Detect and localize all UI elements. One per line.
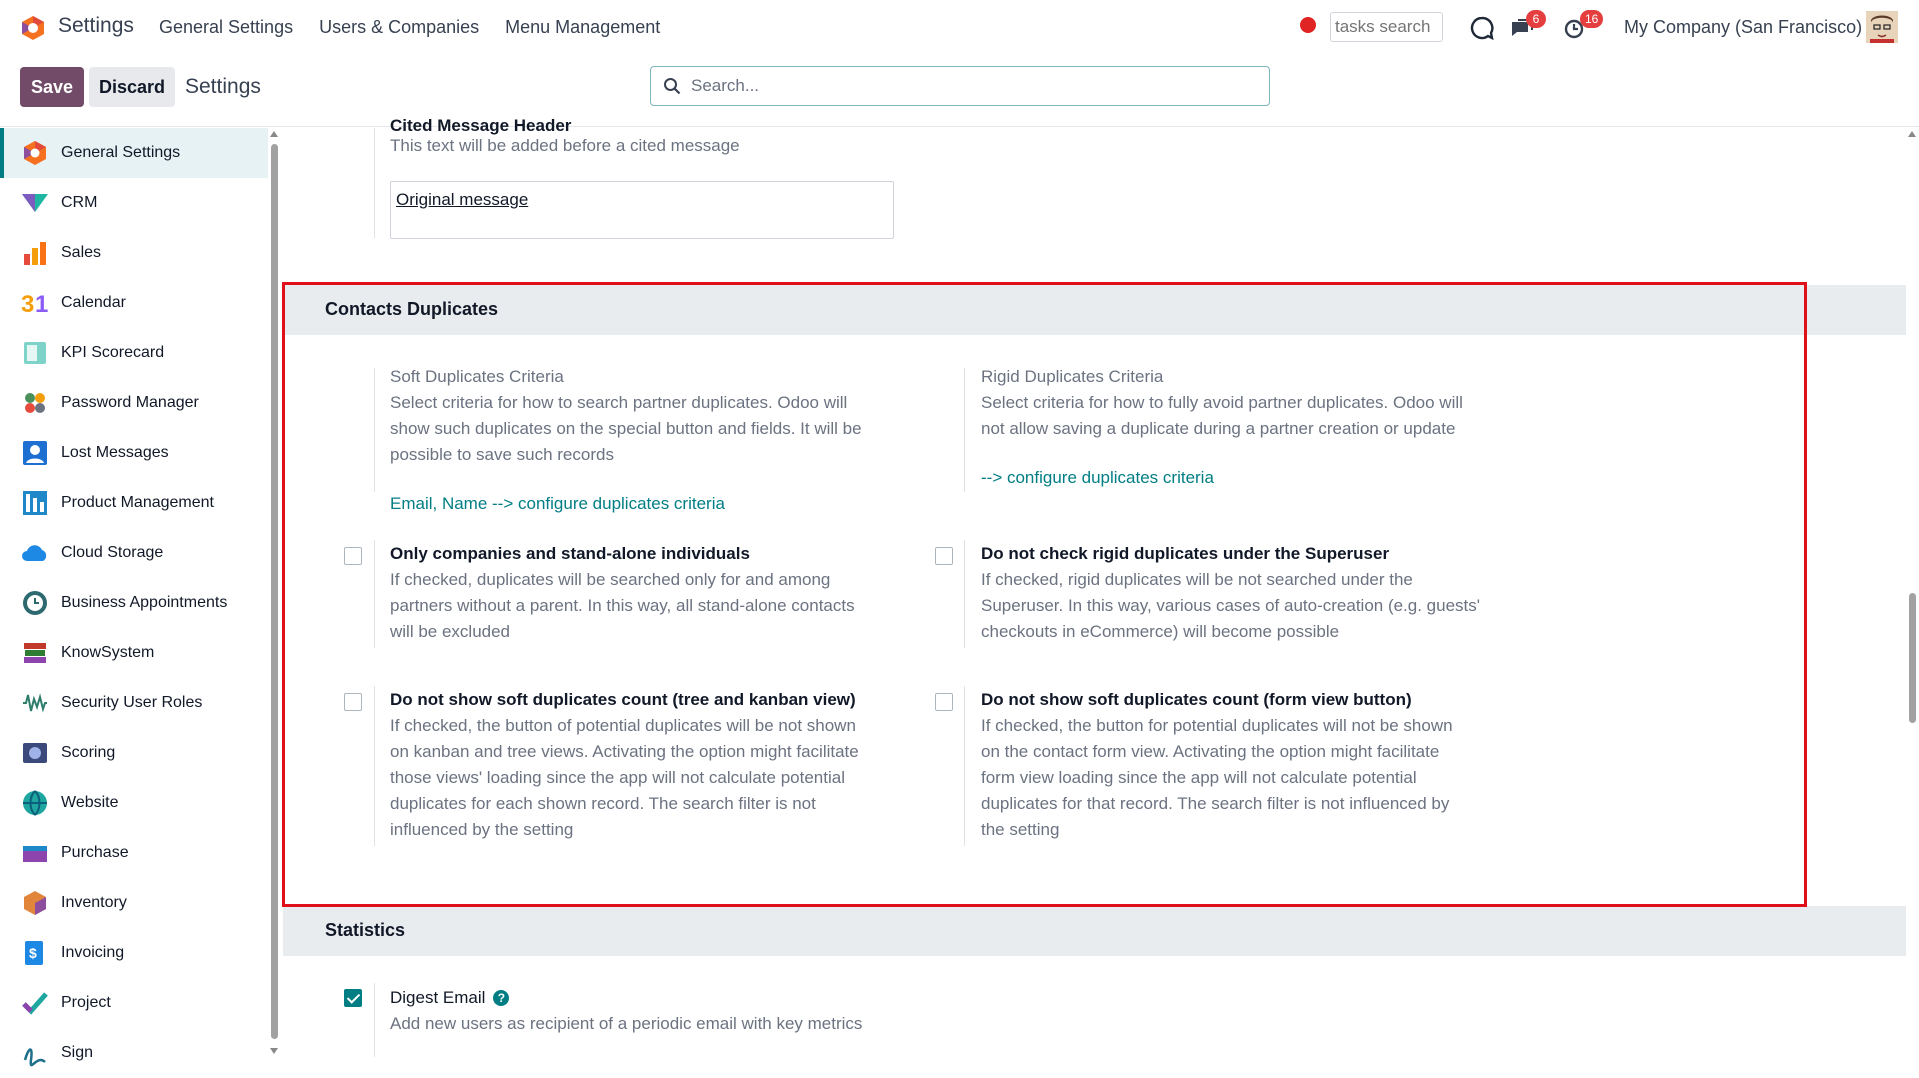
- sidebar-scroll-thumb[interactable]: [271, 144, 278, 1039]
- sidebar-item-label: Scoring: [61, 744, 116, 761]
- tasks-search-input[interactable]: [1330, 12, 1443, 42]
- save-button[interactable]: Save: [20, 67, 84, 107]
- sidebar-item-label: Password Manager: [61, 394, 199, 411]
- hide-count-tree-kanban-desc: influenced by the setting: [390, 820, 574, 839]
- only-companies-desc: partners without a parent. In this way, all stand-alone contacts: [390, 596, 855, 615]
- search-input[interactable]: [691, 73, 1251, 99]
- hide-count-tree-kanban-desc: those views' loading since the app will not calculate potential: [390, 768, 845, 787]
- security-user-roles-icon: [20, 688, 50, 718]
- hide-count-form-view-title: Do not show soft duplicates count (form view button): [981, 690, 1412, 709]
- digest-email-label: Digest Email: [390, 988, 486, 1007]
- calendar-icon: [20, 288, 50, 318]
- help-icon[interactable]: ?: [493, 990, 509, 1006]
- section-header-contacts-duplicates: [283, 285, 1906, 335]
- activities-icon[interactable]: [1562, 12, 1599, 42]
- svg-text:$: $: [29, 945, 37, 961]
- purchase-icon: [20, 838, 50, 868]
- control-panel: [0, 55, 1919, 127]
- sidebar-item-sales[interactable]: [0, 228, 268, 278]
- svg-text:3: 3: [21, 291, 35, 318]
- rigid-criteria-desc: Select criteria for how to fully avoid partner duplicates. Odoo will: [981, 393, 1463, 412]
- sidebar-item-label: KPI Scorecard: [61, 344, 165, 361]
- cited-message-field[interactable]: [390, 181, 894, 239]
- password-manager-icon: [20, 388, 50, 418]
- sidebar-item-scoring[interactable]: [0, 728, 268, 778]
- hide-count-tree-kanban-desc: on kanban and tree views. Activating the option might facilitate: [390, 742, 859, 761]
- sidebar-item-label: Website: [61, 794, 119, 811]
- only-companies-checkbox[interactable]: [344, 547, 362, 565]
- top-menu: [159, 17, 686, 38]
- business-appointments-icon: [20, 588, 50, 618]
- sidebar-item-label: Security User Roles: [61, 694, 203, 711]
- scroll-down-arrow-icon[interactable]: [270, 1048, 278, 1054]
- sidebar-item-label: Lost Messages: [61, 444, 169, 461]
- section-header-statistics: [283, 906, 1906, 956]
- cited-header-description: This text will be added before a cited message: [390, 136, 740, 155]
- svg-text:1: 1: [35, 291, 49, 318]
- sidebar-item-invoicing[interactable]: [0, 928, 268, 978]
- sidebar-item-label: Sales: [61, 244, 102, 261]
- breadcrumb-title: Settings: [185, 75, 261, 98]
- sidebar-item-lost-messages[interactable]: [0, 428, 268, 478]
- divider: [374, 983, 375, 1057]
- inventory-icon: [20, 888, 50, 918]
- sidebar-item-label: Cloud Storage: [61, 544, 164, 561]
- sidebar-item-label: Project: [61, 994, 111, 1011]
- only-companies-title: Only companies and stand-alone individuals: [390, 544, 750, 563]
- divider: [964, 368, 965, 492]
- menu-general-settings[interactable]: General Settings: [159, 17, 294, 37]
- app-title[interactable]: Settings: [58, 14, 134, 37]
- scroll-up-arrow-icon[interactable]: [1908, 131, 1916, 137]
- lost-messages-icon: [20, 438, 50, 468]
- no-superuser-check-title: Do not check rigid duplicates under the Superuser: [981, 544, 1390, 563]
- hide-count-tree-kanban-checkbox[interactable]: [344, 693, 362, 711]
- hide-count-form-view-desc: If checked, the button for potential duplicates will not be shown: [981, 716, 1453, 735]
- sidebar-item-label: Purchase: [61, 844, 129, 861]
- hide-count-form-view-desc: on the contact form view. Activating the option might facilitate: [981, 742, 1440, 761]
- search-icon: [663, 77, 681, 95]
- rigid-criteria-label: Rigid Duplicates Criteria: [981, 367, 1164, 386]
- sidebar-item-crm[interactable]: [0, 178, 268, 228]
- sidebar-item-calendar[interactable]: [0, 278, 268, 328]
- settings-app-icon[interactable]: [19, 14, 47, 42]
- no-superuser-check-checkbox[interactable]: [935, 547, 953, 565]
- soft-criteria-desc: possible to save such records: [390, 445, 614, 464]
- sidebar-item-kpi-scorecard[interactable]: [0, 328, 268, 378]
- messages-badge: 6: [1526, 10, 1546, 28]
- invoicing-icon: [20, 938, 50, 968]
- sidebar-scrollbar[interactable]: [268, 128, 280, 1057]
- record-indicator-icon[interactable]: [1300, 17, 1316, 33]
- divider: [374, 128, 375, 238]
- kpi-scorecard-icon: [20, 338, 50, 368]
- digest-email-desc: Add new users as recipient of a periodic email with key metrics: [390, 1014, 863, 1033]
- user-avatar[interactable]: [1866, 11, 1898, 43]
- soft-criteria-desc: show such duplicates on the special button and fields. It will be: [390, 419, 862, 438]
- cited-message-value[interactable]: Original message: [396, 190, 529, 209]
- settings-sidebar: [0, 128, 268, 1061]
- sidebar-item-knowsystem[interactable]: [0, 628, 268, 678]
- rigid-criteria-desc: not allow saving a duplicate during a partner creation or update: [981, 419, 1456, 438]
- only-companies-desc: will be excluded: [390, 622, 511, 641]
- content-scrollbar[interactable]: [1906, 128, 1919, 1057]
- menu-users-companies[interactable]: Users & Companies: [319, 17, 480, 37]
- sidebar-item-label: CRM: [61, 194, 98, 211]
- rigid-configure-link[interactable]: --> configure duplicates criteria: [981, 468, 1214, 487]
- content-scroll-thumb[interactable]: [1909, 593, 1916, 723]
- divider: [964, 540, 965, 648]
- divider: [374, 368, 375, 492]
- sidebar-item-cloud-storage[interactable]: [0, 528, 268, 578]
- sidebar-item-label: Business Appointments: [61, 594, 228, 611]
- crm-icon: [20, 188, 50, 218]
- sidebar-item-general-settings[interactable]: [0, 128, 268, 178]
- scoring-icon: [20, 738, 50, 768]
- sidebar-item-label: Inventory: [61, 894, 127, 911]
- product-management-icon: [20, 488, 50, 518]
- digest-email-title: [390, 985, 509, 1011]
- sidebar-item-security-user-roles[interactable]: [0, 678, 268, 728]
- sidebar-item-label: General Settings: [61, 144, 181, 161]
- sidebar-item-label: Product Management: [61, 494, 214, 511]
- sidebar-item-label: Calendar: [61, 294, 126, 311]
- sidebar-item-project[interactable]: [0, 978, 268, 1028]
- divider: [964, 686, 965, 846]
- digest-email-checkbox[interactable]: [344, 989, 362, 1007]
- sidebar-item-business-appointments[interactable]: [0, 578, 268, 628]
- divider: [374, 540, 375, 648]
- hide-count-form-view-desc: duplicates for that record. The search filter is not influenced by: [981, 794, 1450, 813]
- discuss-icon[interactable]: [1468, 14, 1496, 42]
- messages-icon[interactable]: [1508, 12, 1540, 42]
- company-switcher[interactable]: My Company (San Francisco): [1624, 17, 1863, 37]
- settings-search[interactable]: [650, 66, 1270, 106]
- soft-criteria-label: Soft Duplicates Criteria: [390, 367, 564, 386]
- sidebar-item-website[interactable]: [0, 778, 268, 828]
- activities-badge: 16: [1580, 10, 1603, 28]
- no-superuser-check-desc: If checked, rigid duplicates will be not searched under the: [981, 570, 1413, 589]
- settings-content: [283, 116, 1906, 1057]
- divider: [374, 686, 375, 846]
- only-companies-desc: If checked, duplicates will be searched only for and among: [390, 570, 831, 589]
- scroll-up-arrow-icon[interactable]: [270, 131, 278, 137]
- sidebar-item-label: Invoicing: [61, 944, 125, 961]
- sidebar-item-sign[interactable]: [0, 1028, 268, 1078]
- no-superuser-check-desc: checkouts in eCommerce) will become possible: [981, 622, 1340, 641]
- no-superuser-check-desc: Superuser. In this way, various cases of auto-creation (e.g. guests': [981, 596, 1481, 615]
- discard-button[interactable]: Discard: [89, 67, 175, 107]
- sales-icon: [20, 238, 50, 268]
- sidebar-item-inventory[interactable]: [0, 878, 268, 928]
- website-icon: [20, 788, 50, 818]
- top-navbar: [0, 0, 1919, 55]
- sidebar-item-password-manager[interactable]: [0, 378, 268, 428]
- section-title: Statistics: [325, 920, 406, 940]
- general-settings-icon: [20, 138, 50, 168]
- hide-count-tree-kanban-title: Do not show soft duplicates count (tree and kanban view): [390, 690, 856, 709]
- hide-count-tree-kanban-desc: duplicates for each shown record. The search filter is not: [390, 794, 816, 813]
- hide-count-form-view-checkbox[interactable]: [935, 693, 953, 711]
- cloud-storage-icon: [20, 538, 50, 568]
- hide-count-form-view-desc: form view loading since the app will not calculate potential: [981, 768, 1417, 787]
- menu-menu-management[interactable]: Menu Management: [505, 17, 661, 37]
- section-title: Contacts Duplicates: [325, 299, 499, 319]
- sidebar-item-purchase[interactable]: [0, 828, 268, 878]
- project-icon: [20, 988, 50, 1018]
- sign-icon: [20, 1038, 50, 1068]
- soft-configure-link[interactable]: Email, Name --> configure duplicates criteria: [390, 494, 725, 513]
- sidebar-item-label: Sign: [61, 1044, 94, 1061]
- hide-count-form-view-desc: the setting: [981, 820, 1060, 839]
- knowsystem-icon: [20, 638, 50, 668]
- hide-count-tree-kanban-desc: If checked, the button of potential duplicates will be not shown: [390, 716, 856, 735]
- sidebar-item-product-management[interactable]: [0, 478, 268, 528]
- sidebar-item-label: KnowSystem: [61, 644, 155, 661]
- cited-header-title: Cited Message Header: [390, 116, 572, 135]
- soft-criteria-desc: Select criteria for how to search partner duplicates. Odoo will: [390, 393, 848, 412]
